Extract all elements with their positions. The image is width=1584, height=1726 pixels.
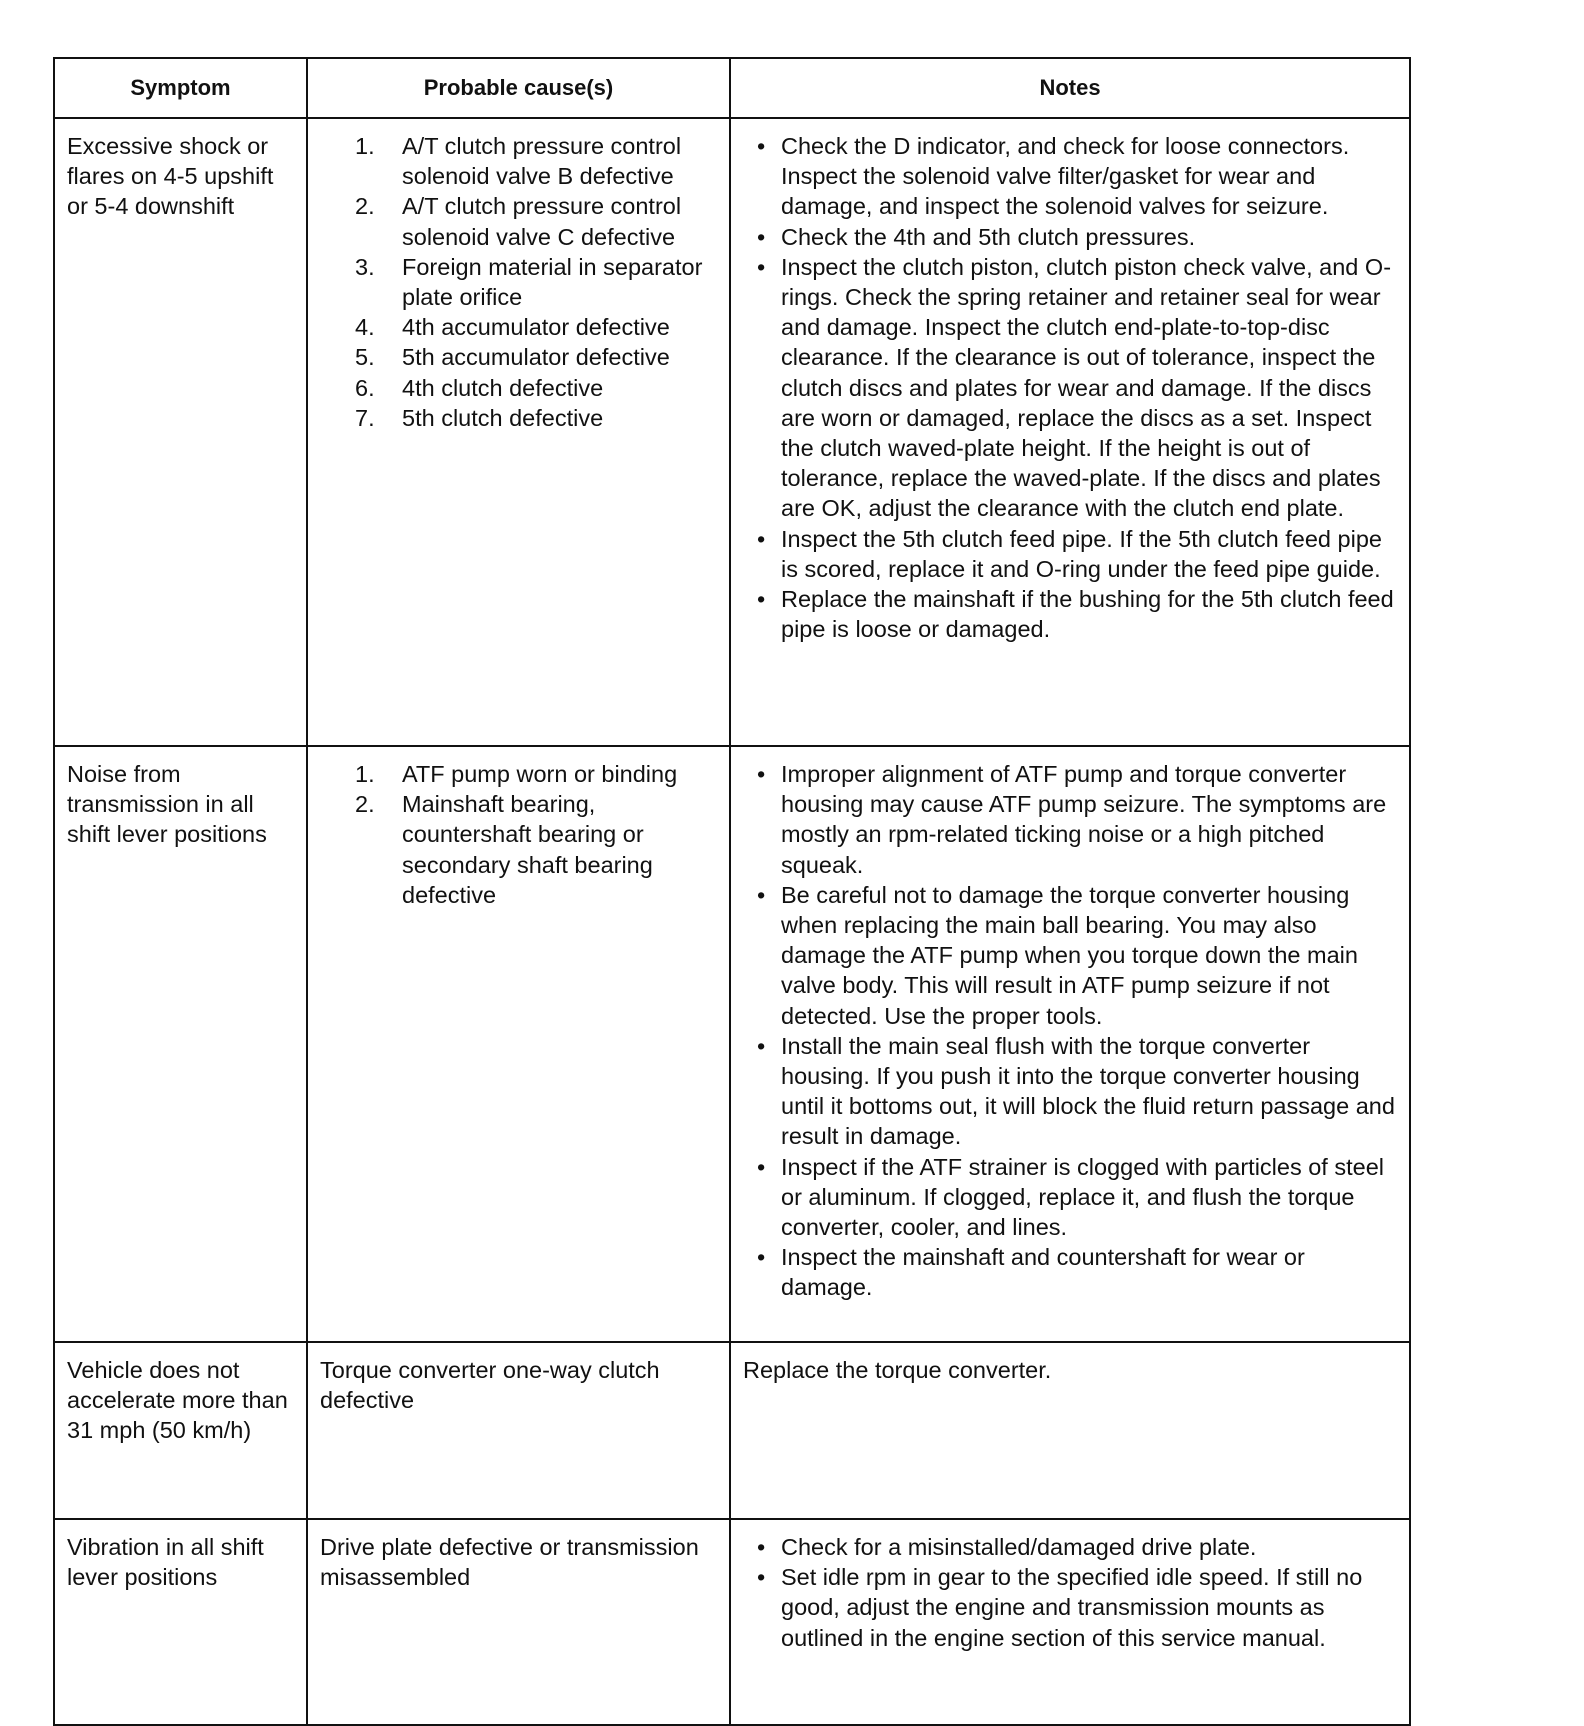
cause-cell: Torque converter one-way clutch defective [307,1342,730,1519]
note-text: Set idle rpm in gear to the specified idle speed. If still no good, adjust the engine and transmission mounts as outlined in the engine section of this service manual. [781,1564,1363,1651]
cause-number: 4. [355,314,375,341]
cause-cell: Drive plate defective or transmission misassembled [307,1519,730,1725]
note-text: Inspect the mainshaft and countershaft for wear or damage. [781,1244,1305,1301]
cause-list [320,131,719,433]
header-symptom: Symptom [54,58,307,118]
note-item [757,1532,1399,1562]
bullet-icon: • [757,525,766,552]
cause-number: 2. [355,193,375,220]
cause-item [355,759,719,789]
cause-number: 1. [355,761,375,787]
bullet-icon: • [757,223,766,250]
cause-text: 4th clutch defective [402,374,604,401]
note-text: Check the D indicator, and check for loose connectors. Inspect the solenoid valve filter/gasket for wear and damage, and inspect the solenoid valves for seizure. [781,133,1350,220]
bullet-icon: • [757,1153,766,1180]
cause-list [320,759,719,910]
note-item [757,1152,1399,1243]
cause-item [355,373,719,403]
symptom-cell: Excessive shock or flares on 4-5 upshift or 5-4 downshift [54,118,307,746]
header-row [54,58,1410,118]
cause-item [355,342,719,372]
note-text: Check the 4th and 5th clutch pressures. [781,223,1196,250]
note-item [757,880,1399,1031]
notes-list [743,131,1399,644]
bullet-icon: • [757,1032,766,1059]
cause-text: Foreign material in separator plate orifice [402,253,703,311]
cause-number: 6. [355,374,375,401]
cause-text: Mainshaft bearing, countershaft bearing or secondary shaft bearing defective [402,791,653,908]
note-item [757,1031,1399,1152]
notes-cell: Replace the torque converter. [730,1342,1410,1519]
bullet-icon: • [757,1564,766,1591]
note-item [757,1242,1399,1302]
cause-item [355,131,719,191]
note-text: Be careful not to damage the torque converter housing when replacing the main ball bearing. You may also damage the ATF pump when you torque down the main valve body. This will result in ATF pump seizure if not detected. Use the proper tools. [781,881,1358,1029]
note-item [757,524,1399,584]
bullet-icon: • [757,881,766,908]
notes-list [743,759,1399,1303]
symptom-cell: Noise from transmission in all shift lever positions [54,746,307,1342]
cause-number: 3. [355,253,375,280]
bullet-icon: • [757,253,766,280]
table-row [54,746,1410,1342]
bullet-icon: • [757,1534,766,1560]
notes-cell [730,118,1410,746]
notes-cell [730,1519,1410,1725]
cause-item [355,789,719,910]
bullet-icon: • [757,586,766,613]
cause-text: 5th accumulator defective [402,344,670,371]
note-item [757,759,1399,880]
note-text: Check for a misinstalled/damaged drive plate. [781,1534,1257,1560]
cause-cell [307,746,730,1342]
note-text: Replace the mainshaft if the bushing for the 5th clutch feed pipe is loose or damaged. [781,586,1394,643]
note-item [757,584,1399,644]
symptom-cell: Vibration in all shift lever positions [54,1519,307,1725]
note-item [757,252,1399,524]
table-row [54,1519,1410,1725]
note-item [757,131,1399,222]
bullet-icon: • [757,761,766,787]
cause-item [355,191,719,251]
cause-number: 2. [355,791,375,818]
cause-text: A/T clutch pressure control solenoid valve C defective [402,193,682,250]
note-text: Inspect the 5th clutch feed pipe. If the 5th clutch feed pipe is scored, replace it and O-ring under the feed pipe guide. [781,525,1382,582]
note-text: Install the main seal flush with the torque converter housing. If you push it into the torque converter housing until it bottoms out, it will block the fluid return passage and result in damage. [781,1032,1395,1150]
cause-item [355,312,719,342]
notes-cell [730,746,1410,1342]
table-row [54,1342,1410,1519]
cause-item [355,403,719,433]
cause-number: 7. [355,404,375,431]
cause-number: 5. [355,344,375,371]
header-notes: Notes [730,58,1410,118]
bullet-icon: • [757,133,766,159]
cause-item [355,252,719,312]
bullet-icon: • [757,1244,766,1271]
notes-list [743,1532,1399,1653]
symptom-cell: Vehicle does not accelerate more than 31 mph (50 km/h) [54,1342,307,1519]
troubleshooting-table [53,57,1411,1726]
note-text: Inspect the clutch piston, clutch piston check valve, and O-rings. Check the spring retainer and retainer seal for wear and damage. Inspect the clutch end-plate-to-top-disc clearance. If the clearance is out of tolerance, inspect the clutch discs and plates for wear and damage. If the discs are worn or damaged, replace the discs as a set. Inspect the clutch waved-plate height. If the height is out of tolerance, replace the waved-plate. If the discs and plates are OK, adjust the clearance with the clutch end plate. [781,253,1392,522]
note-item [757,1562,1399,1653]
cause-text: ATF pump worn or binding [402,761,678,787]
header-probable-causes: Probable cause(s) [307,58,730,118]
cause-cell [307,118,730,746]
note-item [757,222,1399,252]
cause-number: 1. [355,133,375,159]
table-row [54,118,1410,746]
cause-text: A/T clutch pressure control solenoid valve B defective [402,133,682,190]
note-text: Improper alignment of ATF pump and torque converter housing may cause ATF pump seizure. The symptoms are mostly an rpm-related ticking noise or a high pitched squeak. [781,761,1387,878]
cause-text: 5th clutch defective [402,404,604,431]
cause-text: 4th accumulator defective [402,314,670,341]
note-text: Inspect if the ATF strainer is clogged with particles of steel or aluminum. If clogged, replace it, and flush the torque converter, cooler, and lines. [781,1153,1385,1241]
